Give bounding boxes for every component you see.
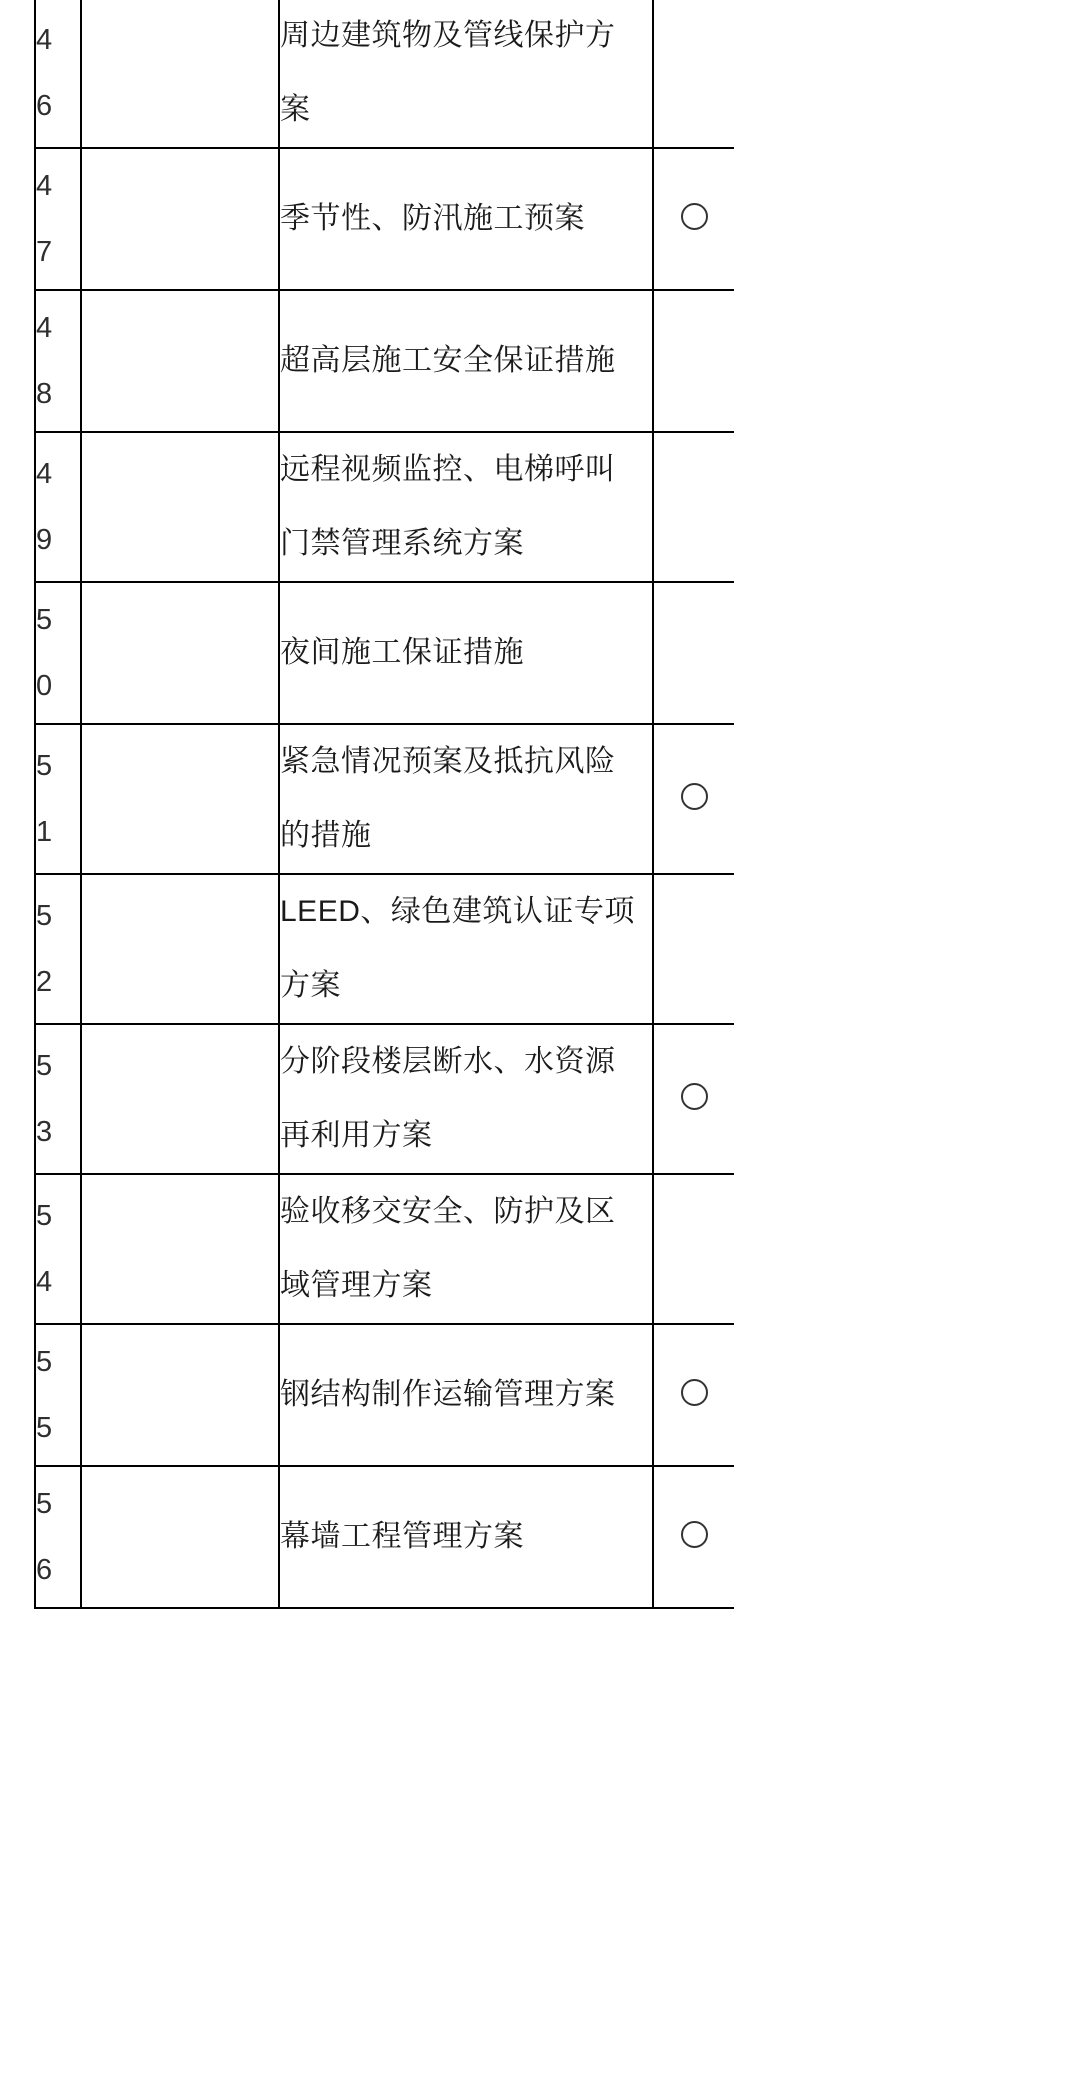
spacer-cell bbox=[81, 724, 279, 874]
row-name-cell bbox=[279, 874, 653, 1024]
row-name-line: 周边建筑物及管线保护方 bbox=[280, 19, 616, 52]
row-number-digit: 4 bbox=[36, 1266, 53, 1298]
row-name-line: 超高层施工安全保证措施 bbox=[280, 344, 616, 377]
row-number-digit: 9 bbox=[36, 524, 53, 556]
row-name-line: 域管理方案 bbox=[280, 1269, 433, 1302]
table-row bbox=[35, 1024, 735, 1174]
row-number-digit: 5 bbox=[36, 750, 53, 782]
row-number-digit: 8 bbox=[36, 378, 53, 410]
row-name-line: 分阶段楼层断水、水资源 bbox=[280, 1045, 616, 1078]
circle-icon bbox=[681, 1083, 708, 1110]
row-name-cell bbox=[279, 582, 653, 724]
row-number-digit: 5 bbox=[36, 1488, 53, 1520]
row-mark-cell bbox=[653, 724, 735, 874]
table-row bbox=[35, 148, 735, 290]
row-number-digit: 4 bbox=[36, 24, 53, 56]
row-number-cell bbox=[35, 290, 81, 432]
spacer-cell bbox=[81, 1466, 279, 1608]
row-number-digit: 5 bbox=[36, 1412, 53, 1444]
row-name-cell bbox=[279, 0, 653, 148]
row-name-line: 夜间施工保证措施 bbox=[280, 636, 524, 669]
spacer-cell bbox=[81, 874, 279, 1024]
row-name-cell bbox=[279, 290, 653, 432]
table-row bbox=[35, 1174, 735, 1324]
row-name-line: 幕墙工程管理方案 bbox=[280, 1520, 524, 1553]
row-name-cell bbox=[279, 1024, 653, 1174]
spacer-cell bbox=[81, 1024, 279, 1174]
row-name-line: 钢结构制作运输管理方案 bbox=[280, 1378, 616, 1411]
row-name-line: 验收移交安全、防护及区 bbox=[280, 1195, 616, 1228]
row-mark-cell bbox=[653, 0, 735, 148]
table-row bbox=[35, 874, 735, 1024]
row-mark-cell bbox=[653, 874, 735, 1024]
table-row bbox=[35, 1324, 735, 1466]
row-number-digit: 6 bbox=[36, 1554, 53, 1586]
row-number-digit: 1 bbox=[36, 816, 53, 848]
row-number-digit: 4 bbox=[36, 458, 53, 490]
row-name-line: 案 bbox=[280, 93, 311, 126]
spacer-cell bbox=[81, 148, 279, 290]
row-name-line: 紧急情况预案及抵抗风险 bbox=[280, 745, 616, 778]
row-mark-cell bbox=[653, 1324, 735, 1466]
row-name-cell bbox=[279, 1324, 653, 1466]
page-right-margin bbox=[734, 0, 1080, 2093]
row-number-digit: 2 bbox=[36, 966, 53, 998]
row-number-digit: 5 bbox=[36, 1346, 53, 1378]
row-number-digit: 5 bbox=[36, 1050, 53, 1082]
circle-icon bbox=[681, 783, 708, 810]
table-row bbox=[35, 290, 735, 432]
spacer-cell bbox=[81, 0, 279, 148]
row-number-cell bbox=[35, 1324, 81, 1466]
row-name-cell bbox=[279, 148, 653, 290]
circle-icon bbox=[681, 1521, 708, 1548]
row-name-cell bbox=[279, 724, 653, 874]
row-number-digit: 3 bbox=[36, 1116, 53, 1148]
row-number-digit: 4 bbox=[36, 170, 53, 202]
table-row bbox=[35, 1466, 735, 1608]
table-row bbox=[35, 724, 735, 874]
schedule-table bbox=[34, 0, 736, 1609]
row-number-cell bbox=[35, 724, 81, 874]
row-mark-cell bbox=[653, 582, 735, 724]
row-number-cell bbox=[35, 1466, 81, 1608]
row-number-cell bbox=[35, 874, 81, 1024]
spacer-cell bbox=[81, 1174, 279, 1324]
row-name-cell bbox=[279, 1174, 653, 1324]
circle-icon bbox=[681, 1379, 708, 1406]
row-number-cell bbox=[35, 148, 81, 290]
row-mark-cell bbox=[653, 148, 735, 290]
spacer-cell bbox=[81, 290, 279, 432]
row-name-cell bbox=[279, 1466, 653, 1608]
row-number-digit: 6 bbox=[36, 90, 53, 122]
spacer-cell bbox=[81, 1324, 279, 1466]
table-body bbox=[35, 0, 735, 1608]
row-number-digit: 7 bbox=[36, 236, 53, 268]
row-name-line: 季节性、防汛施工预案 bbox=[280, 202, 585, 235]
row-number-cell bbox=[35, 1024, 81, 1174]
row-mark-cell bbox=[653, 1466, 735, 1608]
table-row bbox=[35, 582, 735, 724]
table-row bbox=[35, 0, 735, 148]
row-number-digit: 4 bbox=[36, 312, 53, 344]
row-number-cell bbox=[35, 432, 81, 582]
row-number-digit: 5 bbox=[36, 900, 53, 932]
row-name-line: LEED、绿色建筑认证专项 bbox=[280, 895, 635, 928]
row-number-cell bbox=[35, 1174, 81, 1324]
table-row bbox=[35, 432, 735, 582]
row-mark-cell bbox=[653, 432, 735, 582]
row-number-digit: 5 bbox=[36, 1200, 53, 1232]
row-name-line: 再利用方案 bbox=[280, 1119, 433, 1152]
circle-icon bbox=[681, 203, 708, 230]
row-name-cell bbox=[279, 432, 653, 582]
row-mark-cell bbox=[653, 290, 735, 432]
spacer-cell bbox=[81, 432, 279, 582]
row-name-line: 远程视频监控、电梯呼叫 bbox=[280, 453, 616, 486]
row-mark-cell bbox=[653, 1024, 735, 1174]
row-mark-cell bbox=[653, 1174, 735, 1324]
row-name-line: 方案 bbox=[280, 969, 341, 1002]
row-name-line: 的措施 bbox=[280, 819, 372, 852]
row-name-line: 门禁管理系统方案 bbox=[280, 527, 524, 560]
row-number-cell bbox=[35, 0, 81, 148]
spacer-cell bbox=[81, 582, 279, 724]
row-number-cell bbox=[35, 582, 81, 724]
row-number-digit: 0 bbox=[36, 670, 53, 702]
row-number-digit: 5 bbox=[36, 604, 53, 636]
